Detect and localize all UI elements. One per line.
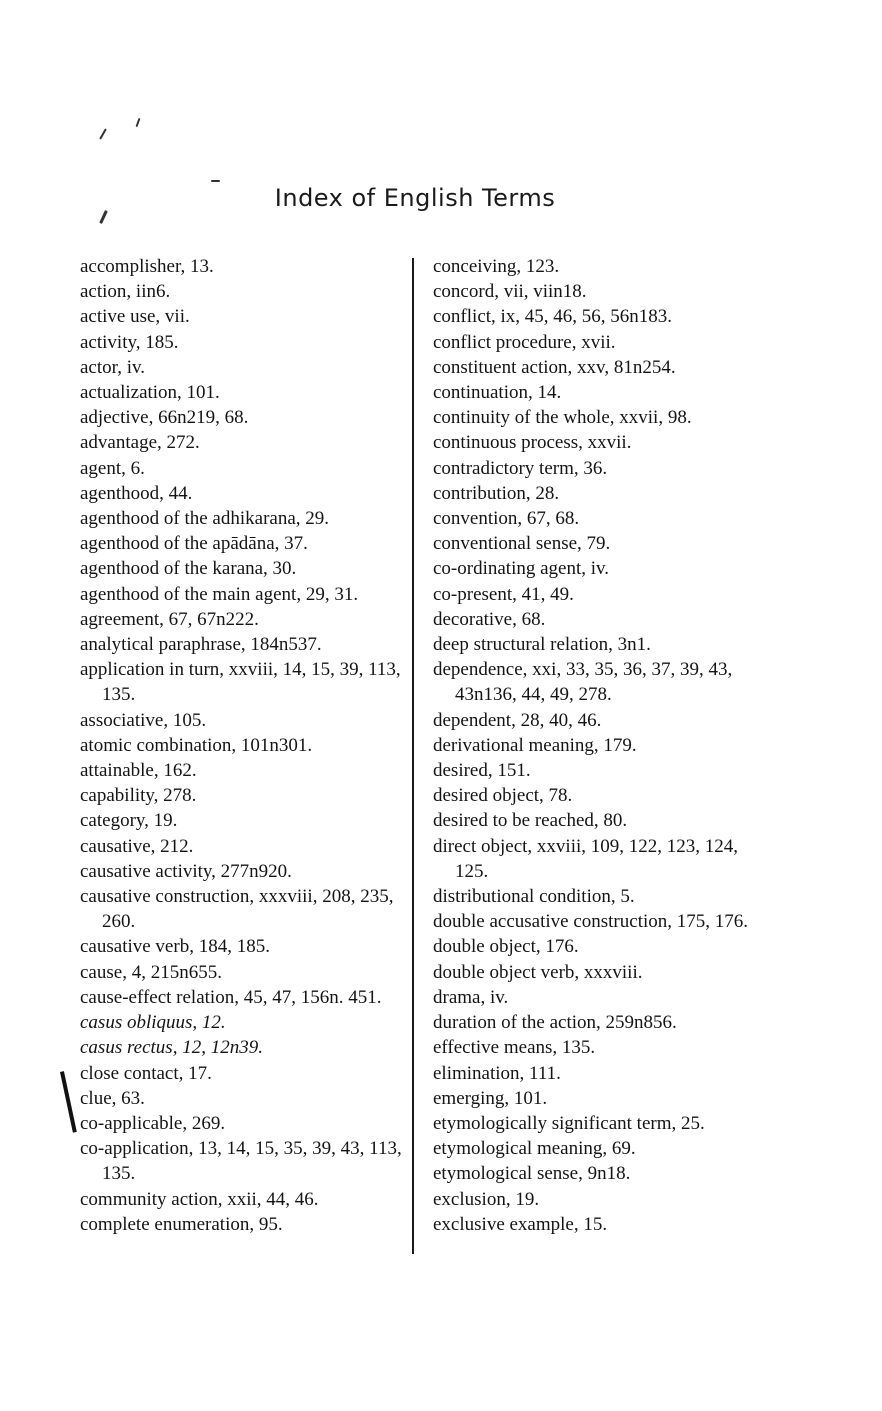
index-entry: etymological meaning, 69. <box>433 1138 636 1160</box>
index-entry: clue, 63. <box>80 1087 145 1109</box>
index-entry: causative, 212. <box>80 835 194 857</box>
index-entry: advantage, 272. <box>80 432 200 454</box>
index-entry: desired, 151. <box>433 760 531 782</box>
index-entry: concord, vii, viin18. <box>433 281 587 303</box>
page-title: Index of English Terms <box>274 184 556 212</box>
index-entry: exclusion, 19. <box>433 1188 540 1210</box>
index-entry: contradictory term, 36. <box>433 457 608 479</box>
index-column-left <box>80 254 410 1237</box>
index-entry: agenthood, 44. <box>80 482 193 504</box>
index-entry: complete enumeration, 95. <box>80 1213 283 1235</box>
index-entry: activity, 185. <box>80 331 179 353</box>
index-entry: associative, 105. <box>80 709 207 731</box>
index-entry: agenthood of the apādāna, 37. <box>80 533 308 555</box>
index-entry: conflict, ix, 45, 46, 56, 56n183. <box>433 306 673 328</box>
index-entry: cause-effect relation, 45, 47, 156n. 451. <box>80 986 382 1008</box>
index-entry: direct object, xxviii, 109, 122, 123, 124, 125. <box>433 835 739 882</box>
scan-speck <box>211 180 220 182</box>
index-entry: causative verb, 184, 185. <box>80 936 270 958</box>
index-entry: co-application, 13, 14, 15, 35, 39, 43, 113, 135. <box>80 1138 402 1185</box>
index-entry: double accusative construction, 175, 176. <box>433 911 749 933</box>
index-column-right <box>433 254 768 1237</box>
index-entry: conceiving, 123. <box>433 256 560 277</box>
index-entry: emerging, 101. <box>433 1087 548 1109</box>
index-entry: dependent, 28, 40, 46. <box>433 709 602 731</box>
index-entry: community action, xxii, 44, 46. <box>80 1188 319 1210</box>
index-entry: dependence, xxi, 33, 35, 36, 37, 39, 43, 43n136, 44, 49, 278. <box>433 659 733 706</box>
index-entry: duration of the action, 259n856. <box>433 1012 677 1034</box>
index-entry: actor, iv. <box>80 356 146 378</box>
index-entry: causative construction, xxxviii, 208, 235, 260. <box>80 886 394 933</box>
index-entry: exclusive example, 15. <box>433 1213 608 1235</box>
index-entry: continuity of the whole, xxvii, 98. <box>433 407 692 429</box>
index-entry: application in turn, xxviii, 14, 15, 39, 113, 135. <box>80 659 401 706</box>
index-entry: decorative, 68. <box>433 608 546 630</box>
margin-pen-mark <box>60 1071 77 1132</box>
index-entry: agenthood of the adhikarana, 29. <box>80 508 330 530</box>
index-entry: co-ordinating agent, iv. <box>433 558 610 580</box>
index-entry: causative activity, 277n920. <box>80 860 292 882</box>
scan-speck <box>136 118 141 127</box>
index-entry: agent, 6. <box>80 457 145 479</box>
index-entry: attainable, 162. <box>80 760 197 782</box>
index-entry: co-applicable, 269. <box>80 1112 226 1134</box>
index-entry: co-present, 41, 49. <box>433 583 574 605</box>
index-entry: active use, vii. <box>80 306 190 328</box>
index-entry: actualization, 101. <box>80 382 220 404</box>
index-entry: casus rectus, 12, 12n39. <box>80 1037 263 1059</box>
index-entry: agenthood of the main agent, 29, 31. <box>80 583 359 605</box>
index-entry: conflict procedure, xvii. <box>433 331 616 353</box>
index-entry: category, 19. <box>80 810 178 832</box>
index-entry: continuation, 14. <box>433 382 562 404</box>
index-entry: constituent action, xxv, 81n254. <box>433 356 676 378</box>
index-entry: close contact, 17. <box>80 1062 212 1084</box>
index-entry: desired to be reached, 80. <box>433 810 628 832</box>
column-divider <box>412 258 414 1254</box>
index-entry: double object, 176. <box>433 936 579 958</box>
index-entry: agenthood of the karana, 30. <box>80 558 297 580</box>
index-entry: adjective, 66n219, 68. <box>80 407 249 429</box>
index-entry: derivational meaning, 179. <box>433 734 637 756</box>
index-entry: agreement, 67, 67n222. <box>80 608 259 630</box>
index-entry: effective means, 135. <box>433 1037 596 1059</box>
index-entry: desired object, 78. <box>433 785 573 807</box>
index-entry: drama, iv. <box>433 986 509 1008</box>
index-entry: contribution, 28. <box>433 482 560 504</box>
index-entry: deep structural relation, 3n1. <box>433 634 651 656</box>
index-entry: elimination, 111. <box>433 1062 561 1084</box>
index-entry: etymologically significant term, 25. <box>433 1112 705 1134</box>
index-entry: action, iin6. <box>80 281 171 303</box>
index-entry: etymological sense, 9n18. <box>433 1163 631 1185</box>
index-entry: double object verb, xxxviii. <box>433 961 643 983</box>
index-entry: analytical paraphrase, 184n537. <box>80 634 322 656</box>
scan-speck <box>99 210 108 224</box>
scan-speck <box>99 128 107 139</box>
index-entry: capability, 278. <box>80 785 197 807</box>
index-entry: continuous process, xxvii. <box>433 432 632 454</box>
index-entry: cause, 4, 215n655. <box>80 961 222 983</box>
index-entry: convention, 67, 68. <box>433 508 580 530</box>
index-entry: casus obliquus, 12. <box>80 1012 226 1034</box>
index-entry: accomplisher, 13. <box>80 256 214 277</box>
index-entry: distributional condition, 5. <box>433 886 635 908</box>
index-entry: conventional sense, 79. <box>433 533 611 555</box>
index-entry: atomic combination, 101n301. <box>80 734 313 756</box>
